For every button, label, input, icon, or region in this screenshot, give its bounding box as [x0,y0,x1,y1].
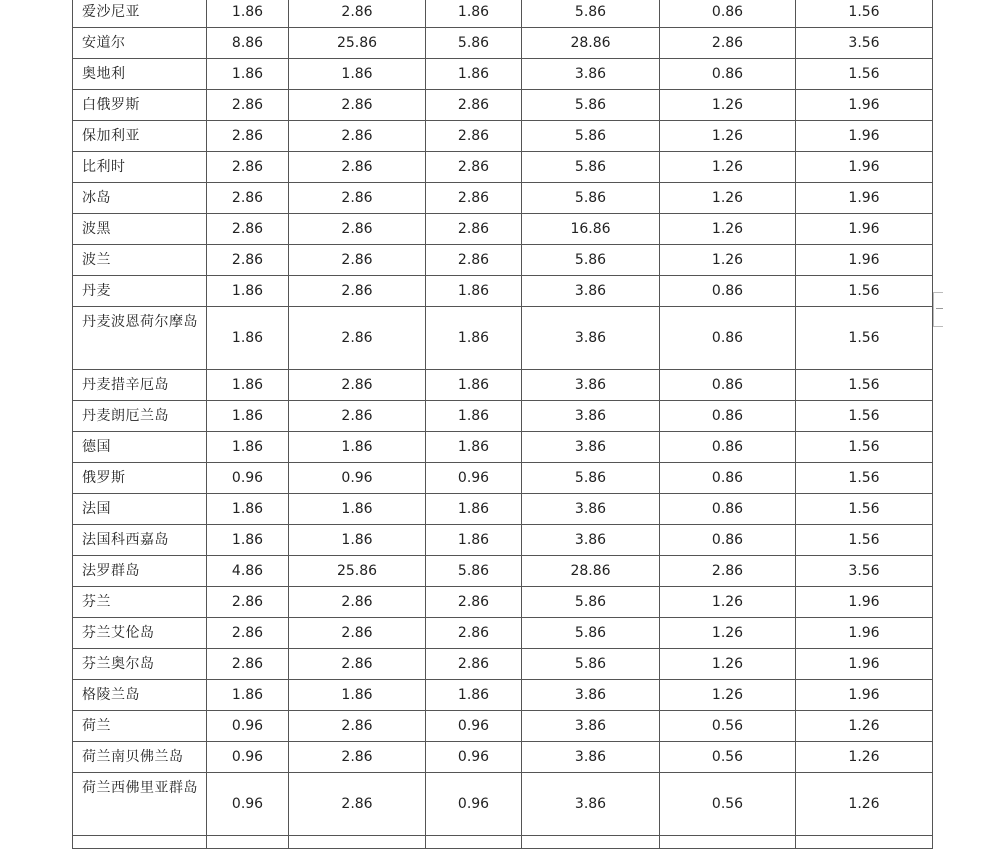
rate-cell: 0.96 [289,463,426,494]
rate-cell: 1.96 [796,680,933,711]
empty-cell [426,836,522,849]
country-cell: 芬兰奥尔岛 [73,649,207,680]
rate-cell: 2.86 [289,90,426,121]
rate-cell: 1.96 [796,587,933,618]
rate-cell: 2.86 [207,152,289,183]
rate-cell: 0.86 [660,525,796,556]
table-row [73,494,933,525]
rate-cell: 0.96 [426,463,522,494]
rate-cell: 5.86 [522,183,660,214]
rate-cell: 2.86 [289,587,426,618]
rate-cell: 2.86 [426,649,522,680]
rate-cell: 3.86 [522,276,660,307]
rate-cell: 2.86 [207,214,289,245]
rate-cell: 2.86 [289,276,426,307]
rate-cell: 16.86 [522,214,660,245]
rate-cell: 2.86 [207,587,289,618]
rate-cell: 5.86 [522,152,660,183]
rate-cell: 1.56 [796,525,933,556]
rate-cell: 2.86 [426,587,522,618]
rate-cell: 0.56 [660,742,796,773]
rate-cell: 1.86 [426,432,522,463]
rate-cell: 2.86 [207,121,289,152]
empty-cell [522,836,660,849]
rate-cell: 1.56 [796,276,933,307]
rate-cell: 1.86 [426,680,522,711]
empty-cell [73,836,207,849]
rate-cell: 3.86 [522,525,660,556]
rate-cell: 8.86 [207,28,289,59]
rate-cell: 3.86 [522,494,660,525]
rate-cell: 2.86 [426,90,522,121]
rate-cell: 1.26 [660,618,796,649]
rate-cell: 2.86 [660,28,796,59]
table-row [73,152,933,183]
country-cell: 丹麦 [73,276,207,307]
rate-cell: 2.86 [289,183,426,214]
country-cell: 法国科西嘉岛 [73,525,207,556]
rate-cell: 2.86 [426,618,522,649]
table-row [73,587,933,618]
rate-cell: 3.86 [522,742,660,773]
table-row [73,618,933,649]
rate-cell: 1.26 [796,773,933,836]
table-row [73,680,933,711]
rate-cell: 2.86 [289,214,426,245]
rate-cell: 2.86 [426,183,522,214]
table-row [73,649,933,680]
rate-cell: 2.86 [289,370,426,401]
rate-cell: 0.96 [426,742,522,773]
rate-cell: 5.86 [522,649,660,680]
rate-cell: 2.86 [289,245,426,276]
rate-cell: 1.96 [796,152,933,183]
rate-cell: 1.26 [660,680,796,711]
country-cell: 法罗群岛 [73,556,207,587]
rate-cell: 2.86 [289,618,426,649]
empty-cell [289,836,426,849]
rate-cell: 2.86 [289,742,426,773]
rate-cell: 1.96 [796,214,933,245]
rate-cell: 2.86 [426,152,522,183]
rate-cell: 1.26 [796,711,933,742]
table-row [73,370,933,401]
table-row [73,556,933,587]
rate-cell: 1.86 [207,59,289,90]
rate-cell: 1.86 [289,525,426,556]
table-row [73,773,933,836]
country-cell: 德国 [73,432,207,463]
rate-cell: 3.86 [522,773,660,836]
rate-cell: 5.86 [522,463,660,494]
rate-cell: 0.86 [660,370,796,401]
rate-cell: 2.86 [289,307,426,370]
rate-cell: 2.86 [426,214,522,245]
table-row-cutoff [73,836,933,849]
rate-cell: 5.86 [522,587,660,618]
rate-cell: 0.86 [660,276,796,307]
rate-cell: 1.56 [796,0,933,28]
country-cell: 比利时 [73,152,207,183]
rate-cell: 0.86 [660,432,796,463]
rate-cell: 0.86 [660,307,796,370]
rate-cell: 2.86 [289,152,426,183]
country-cell: 丹麦波恩荷尔摩岛 [73,307,207,370]
rate-cell: 3.56 [796,28,933,59]
country-cell: 白俄罗斯 [73,90,207,121]
rate-cell: 1.86 [207,432,289,463]
rate-cell: 5.86 [426,556,522,587]
rate-cell: 1.26 [660,214,796,245]
rate-cell: 28.86 [522,28,660,59]
country-cell: 丹麦措辛厄岛 [73,370,207,401]
rate-cell: 0.96 [207,773,289,836]
rate-cell: 2.86 [426,245,522,276]
rate-cell: 28.86 [522,556,660,587]
rate-cell: 1.86 [426,0,522,28]
rate-cell: 1.26 [660,587,796,618]
rate-cell: 0.96 [207,711,289,742]
rate-cell: 1.56 [796,59,933,90]
rate-cell: 2.86 [207,90,289,121]
rate-table-body [73,0,933,849]
rate-cell: 1.86 [207,370,289,401]
table-row [73,90,933,121]
rate-cell: 1.86 [207,0,289,28]
rate-cell: 1.86 [289,59,426,90]
rate-cell: 1.26 [660,245,796,276]
rate-cell: 5.86 [426,28,522,59]
rate-cell: 3.86 [522,307,660,370]
rate-cell: 3.86 [522,432,660,463]
rate-cell: 4.86 [207,556,289,587]
rate-cell: 0.86 [660,0,796,28]
rate-cell: 1.56 [796,370,933,401]
table-row [73,525,933,556]
scroll-edge-marker[interactable] [933,292,943,327]
rate-cell: 0.96 [426,773,522,836]
rate-cell: 1.86 [207,276,289,307]
rate-table [72,0,933,849]
rate-cell: 5.86 [522,245,660,276]
rate-cell: 0.96 [426,711,522,742]
rate-cell: 3.86 [522,401,660,432]
rate-cell: 3.86 [522,59,660,90]
country-cell: 俄罗斯 [73,463,207,494]
rate-cell: 1.86 [289,432,426,463]
table-row [73,742,933,773]
edge-marker-tick [936,308,943,309]
rate-cell: 1.86 [426,525,522,556]
country-cell: 荷兰 [73,711,207,742]
country-cell: 安道尔 [73,28,207,59]
rate-cell: 5.86 [522,618,660,649]
rate-cell: 1.96 [796,245,933,276]
rate-cell: 1.96 [796,649,933,680]
rate-cell: 2.86 [289,773,426,836]
rate-cell: 2.86 [289,0,426,28]
rate-cell: 1.86 [426,276,522,307]
table-row [73,214,933,245]
table-row [73,121,933,152]
rate-cell: 1.26 [660,649,796,680]
rate-cell: 1.86 [207,401,289,432]
rate-cell: 1.96 [796,121,933,152]
rate-cell: 1.86 [426,307,522,370]
table-row [73,401,933,432]
rate-cell: 2.86 [426,121,522,152]
rate-cell: 1.86 [426,494,522,525]
country-cell: 荷兰南贝佛兰岛 [73,742,207,773]
rate-cell: 1.86 [289,680,426,711]
rate-cell: 1.86 [207,494,289,525]
rate-cell: 2.86 [289,711,426,742]
rate-cell: 1.56 [796,494,933,525]
rate-cell: 2.86 [289,401,426,432]
rate-cell: 1.86 [426,370,522,401]
rate-cell: 2.86 [289,121,426,152]
table-row [73,276,933,307]
table-row [73,59,933,90]
rate-cell: 1.26 [660,121,796,152]
country-cell: 丹麦朗厄兰岛 [73,401,207,432]
rate-cell: 1.86 [426,401,522,432]
rate-cell: 1.56 [796,401,933,432]
rate-cell: 1.96 [796,90,933,121]
country-cell: 奥地利 [73,59,207,90]
rate-cell: 3.86 [522,711,660,742]
country-cell: 保加利亚 [73,121,207,152]
rate-cell: 2.86 [207,183,289,214]
rate-cell: 1.56 [796,432,933,463]
rate-cell: 2.86 [289,649,426,680]
rate-cell: 1.86 [207,680,289,711]
rate-cell: 1.86 [207,307,289,370]
rate-cell: 1.26 [660,90,796,121]
rate-cell: 1.26 [796,742,933,773]
rate-cell: 0.86 [660,59,796,90]
rate-cell: 2.86 [207,649,289,680]
country-cell: 法国 [73,494,207,525]
rate-cell: 1.86 [289,494,426,525]
rate-cell: 2.86 [207,618,289,649]
rate-cell: 0.96 [207,463,289,494]
table-row [73,463,933,494]
empty-cell [207,836,289,849]
rate-cell: 1.96 [796,618,933,649]
table-row [73,245,933,276]
country-cell: 波黑 [73,214,207,245]
country-cell: 荷兰西佛里亚群岛 [73,773,207,836]
rate-cell: 3.86 [522,370,660,401]
rate-cell: 25.86 [289,28,426,59]
country-cell: 格陵兰岛 [73,680,207,711]
rate-cell: 3.56 [796,556,933,587]
table-row [73,28,933,59]
table-row [73,432,933,463]
rate-cell: 0.56 [660,711,796,742]
table-row [73,0,933,28]
table-row [73,183,933,214]
country-cell: 冰岛 [73,183,207,214]
rate-cell: 0.86 [660,494,796,525]
rate-cell: 1.56 [796,307,933,370]
rate-cell: 0.96 [207,742,289,773]
table-row [73,307,933,370]
empty-cell [796,836,933,849]
rate-cell: 25.86 [289,556,426,587]
rate-cell: 5.86 [522,90,660,121]
rate-cell: 1.86 [426,59,522,90]
rate-cell: 1.96 [796,183,933,214]
rate-cell: 0.86 [660,463,796,494]
rate-cell: 1.26 [660,152,796,183]
rate-cell: 3.86 [522,680,660,711]
rate-cell: 0.56 [660,773,796,836]
rate-cell: 1.56 [796,463,933,494]
country-cell: 芬兰艾伦岛 [73,618,207,649]
country-cell: 芬兰 [73,587,207,618]
table-row [73,711,933,742]
country-cell: 波兰 [73,245,207,276]
rate-cell: 5.86 [522,121,660,152]
rate-cell: 5.86 [522,0,660,28]
rate-cell: 2.86 [207,245,289,276]
empty-cell [660,836,796,849]
rate-cell: 1.26 [660,183,796,214]
rate-cell: 2.86 [660,556,796,587]
rate-cell: 0.86 [660,401,796,432]
country-cell: 爱沙尼亚 [73,0,207,28]
rate-cell: 1.86 [207,525,289,556]
